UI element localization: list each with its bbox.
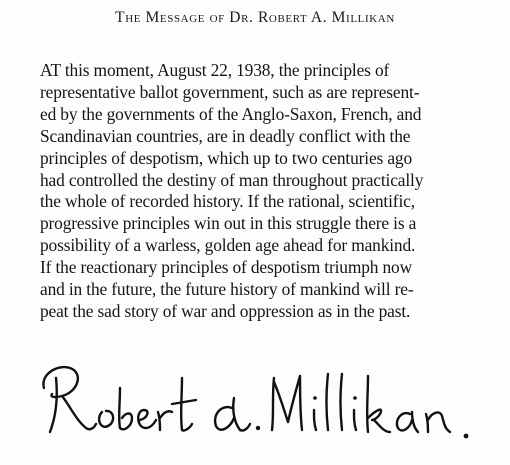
message-paragraph (40, 60, 482, 323)
paragraph-line: ed by the governments of the Anglo-Saxon, French, and (40, 103, 422, 124)
paragraph-line: had controlled the destiny of man throughout practically (40, 169, 424, 190)
paragraph-line: progressive principles win out in this struggle there is a (40, 213, 417, 234)
page-heading: The Message of Dr. Robert A. Millikan (115, 9, 395, 26)
paragraph-line: principles of despotism, which up to two centuries ago (40, 147, 413, 168)
paragraph-line: Scandinavian countries, are in deadly conflict with the (40, 125, 411, 146)
paragraph-line: peat the sad story of war and oppression as in the past. (40, 300, 411, 321)
handwritten-signature (36, 348, 496, 448)
paragraph-line: possibility of a warless, golden age ahead for mankind. (40, 235, 416, 256)
paragraph-line: representative ballot government, such as are represent- (40, 81, 420, 102)
paragraph-line: AT this moment, August 22, 1938, the principles of (40, 60, 390, 80)
paragraph-line: the whole of recorded history. If the rational, scientific, (40, 191, 415, 212)
paragraph-line: and in the future, the future history of mankind will re- (40, 279, 414, 300)
paragraph-line: If the reactionary principles of despotism triumph now (40, 257, 412, 278)
